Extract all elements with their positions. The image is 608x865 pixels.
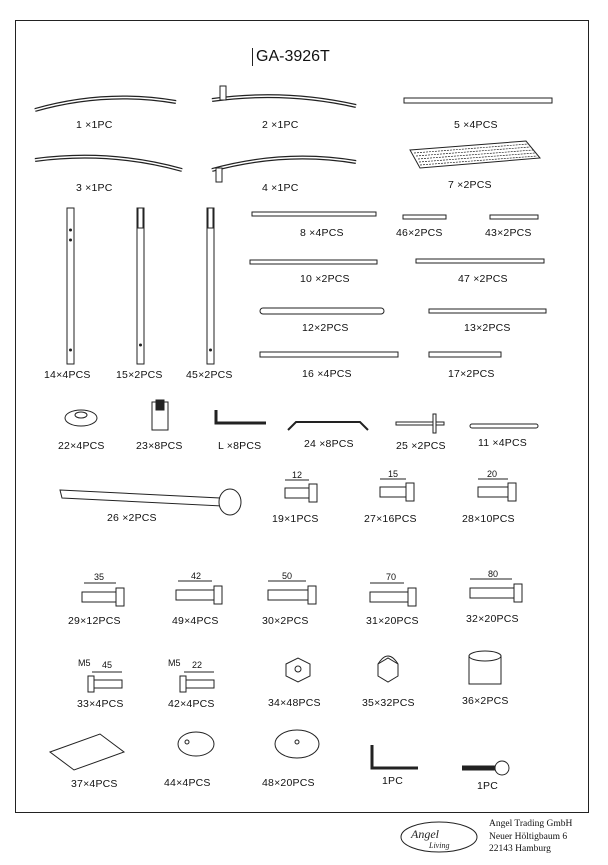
part-32-bolt <box>470 579 522 602</box>
company-street: Neuer Höltigbaum 6 <box>489 831 568 842</box>
part-34-label: 34×48PCS <box>268 697 321 709</box>
part-16-label: 16 ×4PCS <box>302 368 352 380</box>
part-12-label: 12×2PCS <box>302 322 349 334</box>
part-29-label: 29×12PCS <box>68 615 121 627</box>
part-13-label: 13×2PCS <box>464 322 511 334</box>
part-5-straight-bar <box>404 98 552 103</box>
part-49-bolt <box>176 581 222 604</box>
part-1-label: 1 ×1PC <box>76 119 113 131</box>
part-27-label: 27×16PCS <box>364 513 417 525</box>
part-3-label: 3 ×1PC <box>76 182 113 194</box>
part-33-bolt <box>88 672 122 692</box>
part-23-label: 23×8PCS <box>136 440 183 452</box>
part-42-bolt <box>180 672 214 692</box>
dim-42: 22 <box>192 660 203 670</box>
dim-27: 15 <box>388 469 399 479</box>
part-36-label: 36×2PCS <box>462 695 509 707</box>
part-45-label: 45×2PCS <box>186 369 233 381</box>
part-31-label: 31×20PCS <box>366 615 419 627</box>
part-24-strap <box>288 422 368 430</box>
part-8-label: 8 ×4PCS <box>300 227 344 239</box>
hex-key-label: 1PC <box>382 775 404 787</box>
company-city: 22143 Hamburg <box>489 844 551 854</box>
part-11-label: 11 ×4PCS <box>478 437 527 449</box>
part-22-base-plate <box>65 410 97 426</box>
part-7-mesh-panel <box>410 141 540 168</box>
dim-33: 45 <box>102 660 113 670</box>
part-43-rod <box>490 215 538 219</box>
part-42-label: 42×4PCS <box>168 698 215 710</box>
wrench-tool <box>462 761 509 775</box>
part-14-post <box>67 208 74 364</box>
part-27-bolt <box>380 479 414 501</box>
part-35-cap-nut <box>378 656 398 682</box>
company-address <box>489 818 572 856</box>
part-24-label: 24 ×8PCS <box>304 438 354 450</box>
part-3-arc-beam <box>35 157 182 170</box>
part-2-label: 2 ×1PC <box>262 119 299 131</box>
part-28-label: 28×10PCS <box>462 513 515 525</box>
part-15-post <box>137 208 144 364</box>
part-19-label: 19×1PCS <box>272 513 319 525</box>
part-5-label: 5 ×4PCS <box>454 119 498 131</box>
part-7-label: 7 ×2PCS <box>448 179 492 191</box>
part-13-rod <box>429 309 546 313</box>
part-31-bolt <box>370 583 416 606</box>
part-34-nut <box>286 658 310 682</box>
part-29-bolt <box>82 583 124 606</box>
hex-key-tool <box>372 745 418 768</box>
part-45-post <box>207 208 214 364</box>
part-48-label: 48×20PCS <box>262 777 315 789</box>
part-44-label: 44×4PCS <box>164 777 211 789</box>
part-46-label: 46×2PCS <box>396 227 443 239</box>
dim-19: 12 <box>292 470 303 480</box>
model-number-title: GA-3926T <box>252 48 330 66</box>
part-L-allen-key <box>216 410 266 423</box>
part-35-label: 35×32PCS <box>362 697 415 709</box>
part-25-label: 25 ×2PCS <box>396 440 446 452</box>
part-19-bolt <box>285 480 317 502</box>
part-11-rod <box>470 424 538 428</box>
part-4-arc-beam <box>212 158 356 183</box>
part-10-label: 10 ×2PCS <box>300 273 350 285</box>
dim-31: 70 <box>386 572 397 582</box>
part-37-label: 37×4PCS <box>71 778 118 790</box>
dim-32: 80 <box>488 569 499 579</box>
logo-sub: Living <box>429 841 450 850</box>
part-33-label: 33×4PCS <box>77 698 124 710</box>
part-14-label: 14×4PCS <box>44 369 91 381</box>
part-32-label: 32×20PCS <box>466 613 519 625</box>
part-1-arc-beam <box>35 98 176 111</box>
wrench-label: 1PC <box>477 780 499 792</box>
part-17-label: 17×2PCS <box>448 368 495 380</box>
dim-28: 20 <box>487 469 498 479</box>
dim-29: 35 <box>94 572 105 582</box>
part-30-bolt <box>268 581 316 604</box>
part-48-cylinder <box>275 730 319 758</box>
part-30-label: 30×2PCS <box>262 615 309 627</box>
part-23-bracket <box>152 400 168 430</box>
angel-living-logo <box>399 820 479 854</box>
dim-30: 50 <box>282 571 293 581</box>
part-12-tube <box>260 308 384 314</box>
part-26-label: 26 ×2PCS <box>107 512 157 524</box>
part-10-rod <box>250 260 377 264</box>
part-8-rod <box>252 212 376 216</box>
part-28-bolt <box>478 479 516 501</box>
part-47-label: 47 ×2PCS <box>458 273 508 285</box>
part-2-arc-beam <box>212 86 356 106</box>
part-L-label: L ×8PCS <box>218 440 262 452</box>
part-46-rod <box>403 215 446 219</box>
part-49-label: 49×4PCS <box>172 615 219 627</box>
part-25-pin <box>396 414 444 433</box>
part-4-label: 4 ×1PC <box>262 182 299 194</box>
dim-49: 42 <box>191 571 202 581</box>
dim-33-thread: M5 <box>78 658 91 668</box>
part-22-label: 22×4PCS <box>58 440 105 452</box>
part-37-pad <box>50 734 124 770</box>
part-15-label: 15×2PCS <box>116 369 163 381</box>
part-17-rod <box>429 352 501 357</box>
part-43-label: 43×2PCS <box>485 227 532 239</box>
company-name: Angel Trading GmbH <box>489 819 573 829</box>
part-16-rod <box>260 352 398 357</box>
logo-oval-icon <box>399 820 479 854</box>
part-36-spacer <box>469 651 501 684</box>
part-44-cylinder <box>178 732 214 756</box>
part-47-rod <box>416 259 544 263</box>
dim-42-thread: M5 <box>168 658 181 668</box>
logo-brand: Angel <box>411 827 439 841</box>
